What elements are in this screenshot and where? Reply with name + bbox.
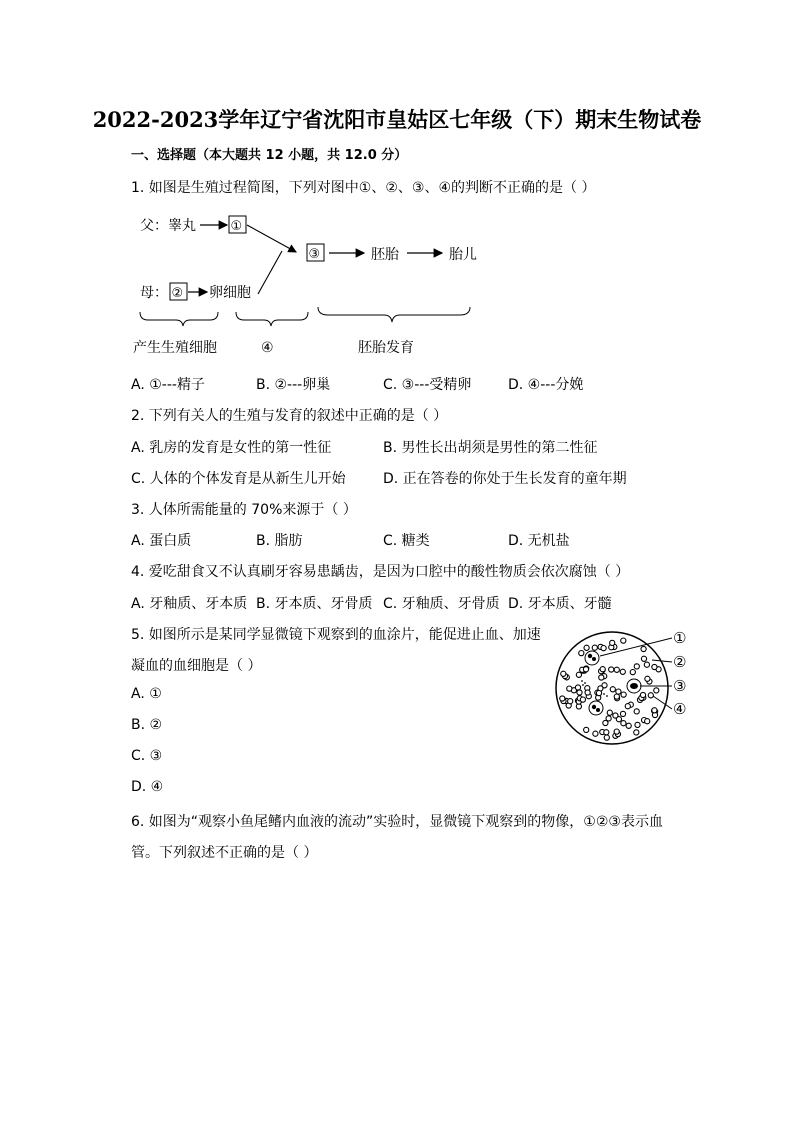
egg-label: 卵细胞	[209, 285, 251, 301]
red-blood-cell	[652, 664, 657, 669]
red-blood-cell	[575, 685, 580, 690]
red-blood-cell	[634, 730, 639, 735]
red-blood-cell	[607, 710, 612, 715]
red-blood-cell	[601, 646, 606, 651]
red-blood-cell	[610, 640, 615, 645]
reproduction-diagram-svg	[126, 206, 486, 366]
red-blood-cell	[621, 692, 626, 697]
smear-label-4: ④	[673, 700, 687, 718]
red-blood-cell	[613, 713, 618, 718]
red-blood-cell	[634, 664, 639, 669]
white-blood-cell-1	[585, 651, 599, 665]
blood-smear-figure	[552, 624, 702, 752]
question-2-stem: 2. 下列有关人的生殖与发育的叙述中正确的是（ ）	[131, 408, 448, 424]
red-blood-cell	[620, 669, 625, 674]
q5-option-d: D. ④	[131, 779, 164, 795]
red-blood-cell	[648, 693, 653, 698]
q1-option-d: D. ④---分娩	[508, 377, 584, 393]
red-blood-cell	[604, 735, 609, 740]
red-blood-cell	[610, 687, 615, 692]
smear-label-2: ②	[673, 653, 687, 671]
q2-option-c: C. 人体的个体发育是从新生儿开始	[131, 471, 346, 487]
white-blood-cell-2	[589, 701, 603, 715]
red-blood-cell	[614, 729, 619, 734]
embryo-label: 胚胎	[371, 247, 399, 263]
q1-option-a: A. ①---精子	[131, 377, 205, 393]
red-blood-cell	[652, 708, 657, 713]
red-blood-cell	[645, 719, 650, 724]
smear-label-1: ①	[673, 629, 687, 647]
red-blood-cell	[592, 645, 597, 650]
question-3-stem: 3. 人体所需能量的 70%来源于（ ）	[131, 502, 357, 518]
red-blood-cell	[576, 672, 581, 677]
question-1-stem: 1. 如图是生殖过程简图，下列对图中①、②、③、④的判断不正确的是（ ）	[131, 180, 596, 196]
red-blood-cell	[644, 662, 649, 667]
red-blood-cell	[561, 671, 566, 676]
father-label: 父：睾丸	[140, 218, 196, 234]
fetus-label: 胎儿	[449, 247, 477, 263]
question-5-stem-line-1: 5. 如图所示是某同学显微镜下观察到的血涂片，能促进止血、加速	[131, 627, 541, 643]
q5-option-c: C. ③	[131, 748, 163, 764]
red-blood-cell	[614, 694, 619, 699]
smear-label-3: ③	[673, 677, 687, 695]
red-blood-cell	[635, 722, 640, 727]
q5-option-b: B. ②	[131, 717, 163, 733]
red-blood-cell	[641, 646, 646, 651]
q1-option-c: C. ③---受精卵	[383, 377, 472, 393]
brace-label-1: 产生生殖细胞	[133, 340, 217, 356]
red-blood-cell	[584, 645, 589, 650]
red-blood-cell	[583, 667, 588, 672]
red-blood-cell	[604, 730, 609, 735]
red-blood-cell	[614, 667, 619, 672]
q4-option-c: C. 牙釉质、牙骨质	[383, 596, 500, 612]
red-blood-cell	[599, 675, 604, 680]
red-blood-cell	[630, 670, 635, 675]
brace-label-2: ④	[261, 340, 274, 356]
q5-option-a: A. ①	[131, 686, 162, 702]
page-title: 2022-2023学年辽宁省沈阳市皇姑区七年级（下）期末生物试卷	[92, 107, 702, 132]
q2-option-a: A. 乳房的发育是女性的第一性征	[131, 440, 332, 456]
question-5-stem-line-2: 凝血的血细胞是（ ）	[131, 658, 262, 674]
q3-option-a: A. 蛋白质	[131, 533, 192, 549]
red-blood-cell	[626, 723, 631, 728]
red-blood-cell	[620, 711, 625, 716]
red-blood-cell	[640, 692, 645, 697]
red-blood-cell	[634, 709, 639, 714]
red-blood-cell	[625, 704, 630, 709]
reproduction-diagram	[126, 206, 486, 366]
box-2: ②	[171, 286, 184, 301]
red-blood-cell	[577, 690, 582, 695]
brace-label-3: 胚胎发育	[358, 340, 414, 356]
white-blood-cell-3	[627, 679, 641, 693]
red-blood-cell	[606, 716, 611, 721]
red-blood-cell	[621, 721, 626, 726]
q4-option-a: A. 牙釉质、牙本质	[131, 596, 248, 612]
red-blood-cell	[600, 667, 605, 672]
box-1: ①	[230, 219, 243, 234]
red-blood-cell	[616, 689, 621, 694]
red-blood-cell	[654, 688, 659, 693]
red-blood-cell	[579, 651, 584, 656]
q4-option-d: D. 牙本质、牙髓	[508, 596, 612, 612]
mother-label: 母：	[140, 285, 168, 301]
red-blood-cell	[585, 690, 590, 695]
q3-option-d: D. 无机盐	[508, 533, 570, 549]
q3-option-c: C. 糖类	[383, 533, 430, 549]
red-blood-cell	[567, 686, 572, 691]
red-blood-cell	[645, 676, 650, 681]
box-3: ③	[308, 247, 321, 262]
question-6-stem-line-1: 6. 如图为“观察小鱼尾鳍内血液的流动”实验时，显微镜下观察到的物像，①②③表示血	[131, 814, 663, 830]
red-blood-cell	[596, 691, 601, 696]
red-blood-cell	[560, 696, 565, 701]
red-blood-cell	[593, 731, 598, 736]
red-blood-cell	[568, 699, 573, 704]
q3-option-b: B. 脂肪	[256, 533, 303, 549]
question-4-stem: 4. 爱吃甜食又不认真刷牙容易患龋齿，是因为口腔中的酸性物质会依次腐蚀（ ）	[131, 564, 630, 580]
section-heading: 一、选择题（本大题共 12 小题，共 12.0 分）	[131, 148, 408, 163]
q2-option-d: D. 正在答卷的你处于生长发育的童年期	[383, 471, 627, 487]
red-blood-cell	[621, 638, 626, 643]
red-blood-cell	[609, 667, 614, 672]
red-blood-cell	[584, 727, 589, 732]
question-6-stem-line-2: 管。下列叙述不正确的是（ ）	[131, 845, 318, 861]
q4-option-b: B. 牙本质、牙骨质	[256, 596, 373, 612]
red-blood-cell	[641, 656, 646, 661]
red-blood-cell	[580, 697, 585, 702]
blood-smear-svg	[552, 624, 702, 752]
q1-option-b: B. ②---卵巢	[256, 377, 331, 393]
q2-option-b: B. 男性长出胡须是男性的第二性征	[383, 440, 598, 456]
